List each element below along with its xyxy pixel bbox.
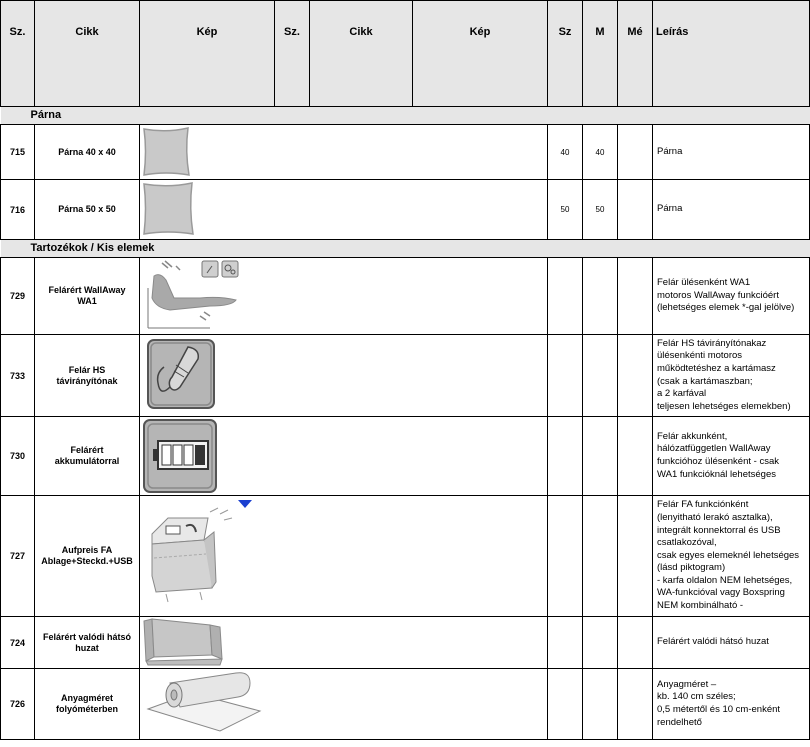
item-description [653, 258, 810, 335]
table-row [1, 669, 810, 740]
item-number: 727 [1, 496, 35, 617]
description-line: Felárért valódi hátsó huzat [657, 636, 769, 648]
group-row-parna [1, 107, 810, 125]
table-row [1, 180, 810, 240]
description-line: Felár ülésenként WA1 [657, 277, 751, 289]
item-description: Párna [653, 125, 810, 180]
col-header-width: Sz [548, 1, 583, 107]
item-image [140, 496, 548, 617]
item-width [548, 335, 583, 417]
col-header-cikk-2: Cikk [310, 1, 413, 107]
description-line: (lehetséges elemek *-gal jelölve) [657, 302, 795, 314]
group-row-tartozekok [1, 240, 810, 258]
description-line: Felár akkunként, [657, 430, 728, 442]
description-line: működtetéshez a kartámasz [657, 362, 776, 374]
description-line: motoros WallAway funkcióért [657, 289, 779, 301]
group-label: Tartozékok / Kis elemek [1, 240, 810, 258]
item-width [548, 417, 583, 496]
item-number: 724 [1, 617, 35, 669]
item-width: 40 [548, 125, 583, 180]
item-height [583, 417, 618, 496]
col-header-height: M [583, 1, 618, 107]
recliner-icon [140, 258, 250, 334]
item-depth [618, 496, 653, 617]
description-line: csak egyes elemeknél lehetséges [657, 549, 800, 561]
item-name: Felárért akkumulátorral [35, 417, 140, 496]
item-depth [618, 617, 653, 669]
col-header-depth: Mé [618, 1, 653, 107]
item-description [653, 669, 810, 740]
description-line: Felár HS távirányítónakaz [657, 337, 767, 349]
item-description [653, 335, 810, 417]
description-line: WA1 funkcióknál lehetséges [657, 468, 776, 480]
armrest-tray-icon [140, 496, 270, 606]
col-header-sz-2: Sz. [275, 1, 310, 107]
table-row [1, 335, 810, 417]
table-row [1, 496, 810, 617]
item-number: 716 [1, 180, 35, 240]
item-width [548, 496, 583, 617]
col-header-sz: Sz. [1, 1, 35, 107]
item-depth [618, 335, 653, 417]
item-description [653, 617, 810, 669]
battery-icon [140, 417, 220, 495]
item-depth [618, 258, 653, 335]
item-depth [618, 417, 653, 496]
item-number: 729 [1, 258, 35, 335]
item-height [583, 335, 618, 417]
description-line: (csak a kartámaszban; [657, 375, 753, 387]
item-image [140, 617, 548, 669]
description-line: teljesen lehetséges elemekben) [657, 400, 791, 412]
description-line: kb. 140 cm széles; [657, 691, 736, 703]
item-image [140, 258, 548, 335]
item-image [140, 417, 548, 496]
item-description [653, 417, 810, 496]
item-height [583, 617, 618, 669]
description-line: Felár FA funkciónként [657, 499, 749, 511]
group-label: Párna [1, 107, 810, 125]
description-line: Anyagméret – [657, 678, 717, 690]
item-image [140, 335, 548, 417]
item-name: Felárért WallAway WA1 [35, 258, 140, 335]
description-line: - karfa oldalon NEM lehetséges, [657, 574, 793, 586]
item-width [548, 617, 583, 669]
item-number: 733 [1, 335, 35, 417]
item-image [140, 180, 548, 240]
description-line: funkcióhoz ülésenként - csak [657, 456, 779, 467]
item-depth [618, 180, 653, 240]
item-height [583, 258, 618, 335]
col-header-kep: Kép [140, 1, 275, 107]
table-row [1, 417, 810, 496]
marker-triangle-icon [238, 500, 252, 508]
item-height [583, 669, 618, 740]
description-line: NEM kombinálható - [657, 600, 744, 612]
description-line: a 2 karfával [657, 388, 707, 400]
pillow-icon [140, 180, 204, 238]
item-number: 730 [1, 417, 35, 496]
table-row [1, 125, 810, 180]
item-name: Anyagméret folyóméterben [35, 669, 140, 740]
description-line: rendelhető [657, 716, 702, 728]
description-line: integrált konnektorral és USB [657, 524, 781, 536]
item-name: Párna 40 x 40 [35, 125, 140, 180]
item-image [140, 125, 548, 180]
item-name: Párna 50 x 50 [35, 180, 140, 240]
item-description: Párna [653, 180, 810, 240]
description-line: (lásd piktogram) [657, 562, 726, 574]
item-depth [618, 669, 653, 740]
item-description [653, 496, 810, 617]
item-width [548, 669, 583, 740]
description-line: (lenyitható lerakó asztalka), [657, 511, 773, 523]
item-width [548, 258, 583, 335]
item-name: Aufpreis FA Ablage+Steckd.+USB [35, 496, 140, 617]
description-line: csatlakozóval, [657, 537, 717, 549]
col-header-kep-2: Kép [413, 1, 548, 107]
item-image [140, 669, 548, 740]
item-number: 726 [1, 669, 35, 740]
item-depth [618, 125, 653, 180]
item-height: 40 [583, 125, 618, 180]
fabric-roll-icon [140, 669, 265, 737]
table-row [1, 258, 810, 335]
description-line: 0,5 métertől és 10 cm-enként [657, 704, 781, 715]
back-cover-icon [140, 617, 230, 667]
remote-control-icon [140, 335, 220, 415]
description-line: ülésenkénti motoros [657, 350, 743, 362]
item-name: Felár HS távirányítónak [35, 335, 140, 417]
col-header-description: Leírás [653, 1, 810, 107]
table-header-row [1, 1, 810, 107]
item-height [583, 496, 618, 617]
description-line: WA-funkcióval vagy Boxspring [657, 587, 785, 599]
table-row [1, 617, 810, 669]
item-width: 50 [548, 180, 583, 240]
item-name: Felárért valódi hátsó huzat [35, 617, 140, 669]
item-height: 50 [583, 180, 618, 240]
description-line: hálózatfüggetlen WallAway [657, 443, 771, 455]
item-number: 715 [1, 125, 35, 180]
pillow-icon [140, 125, 200, 179]
col-header-cikk: Cikk [35, 1, 140, 107]
